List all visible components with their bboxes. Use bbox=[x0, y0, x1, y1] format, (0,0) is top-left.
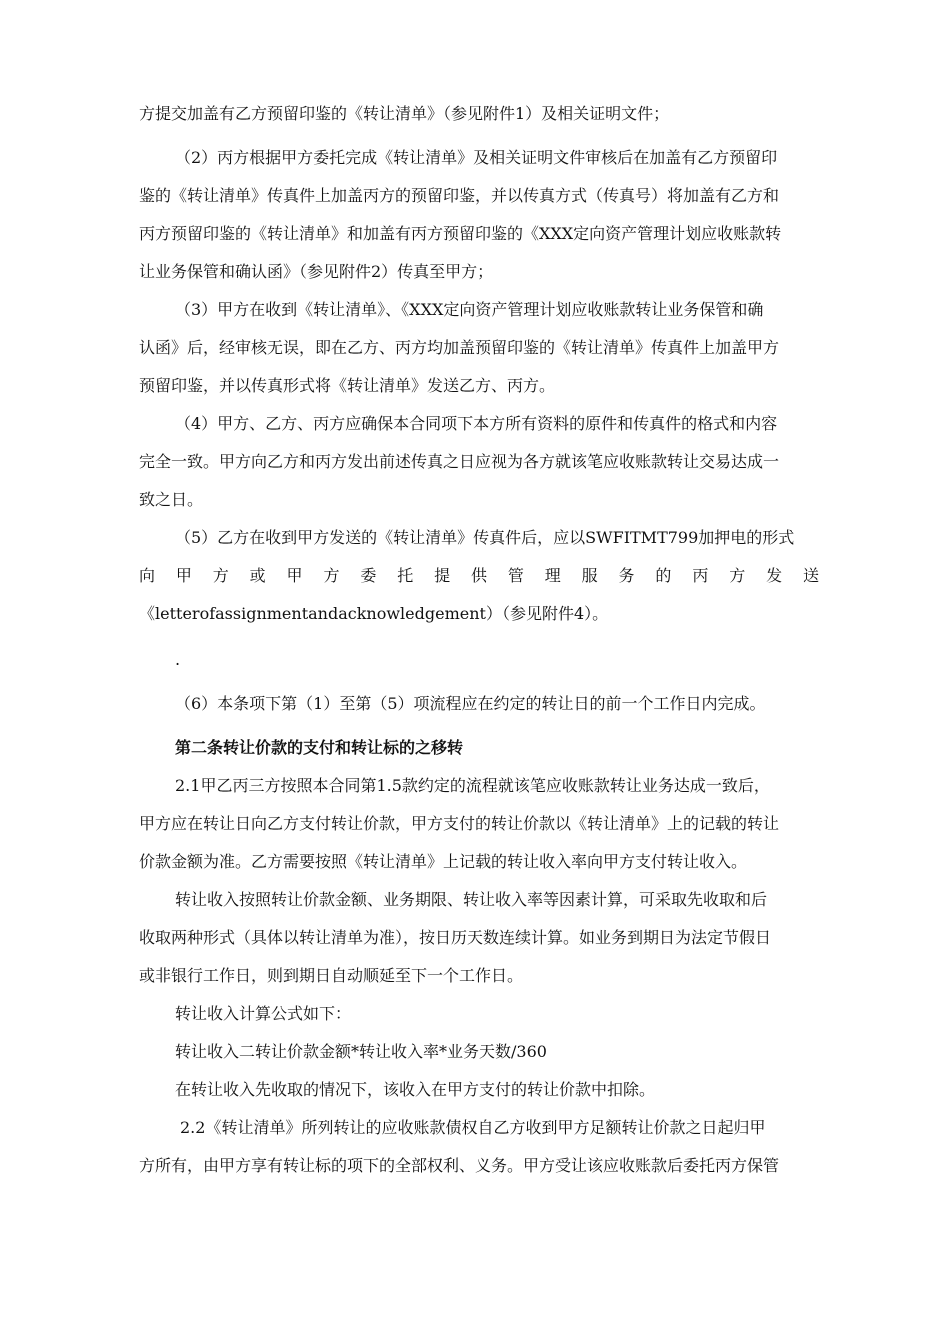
formula-line: 转让收入二转让价款金额*转让收入率*业务天数/360 bbox=[175, 1042, 547, 1061]
text-line: 或非银行工作日，则到期日自动顺延至下一个工作日。 bbox=[139, 966, 524, 985]
text-line: 认函》后，经审核无误，即在乙方、丙方均加盖预留印鉴的《转让清单》传真件上加盖甲方 bbox=[139, 338, 780, 357]
text-line: （4）甲方、乙方、丙方应确保本合同项下本方所有资料的原件和传真件的格式和内容 bbox=[175, 414, 778, 433]
text-line: . bbox=[175, 650, 181, 669]
text-line: 收取两种形式（具体以转让清单为准），按日历天数连续计算。如业务到期日为法定节假日 bbox=[139, 928, 772, 947]
text-line: 转让收入按照转让价款金额、业务期限、转让收入率等因素计算，可采取先收取和后 bbox=[175, 890, 768, 909]
text-line: （5）乙方在收到甲方发送的《转让清单》传真件后，应以SWFITMT799加押电的形式 bbox=[175, 528, 795, 547]
text-line: 甲方应在转让日向乙方支付转让价款，甲方支付的转让价款以《转让清单》上的记载的转让 bbox=[139, 814, 780, 833]
text-line: 2.1甲乙丙三方按照本合同第1.5款约定的流程就该笔应收账款转让业务达成一致后， bbox=[175, 776, 770, 795]
text-line: 完全一致。甲方向乙方和丙方发出前述传真之日应视为各方就该笔应收账款转让交易达成一 bbox=[139, 452, 780, 471]
text-line: 转让收入计算公式如下： bbox=[175, 1004, 352, 1023]
text-line: 价款金额为准。乙方需要按照《转让清单》上记载的转让收入率向甲方支付转让收入。 bbox=[139, 852, 748, 871]
text-line: 方提交加盖有乙方预留印鉴的《转让清单》（参见附件1）及相关证明文件； bbox=[139, 104, 670, 123]
text-line: 向甲方或甲方委托提供管理服务的丙方发送 bbox=[139, 566, 819, 585]
text-line: 让业务保管和确认函》（参见附件2）传真至甲方； bbox=[139, 262, 494, 281]
text-line: 鉴的《转让清单》传真件上加盖丙方的预留印鉴，并以传真方式（传真号）将加盖有乙方和 bbox=[139, 186, 780, 205]
text-line: 预留印鉴，并以传真形式将《转让清单》发送乙方、丙方。 bbox=[139, 376, 556, 395]
text-line: 丙方预留印鉴的《转让清单》和加盖有丙方预留印鉴的《XXX定向资产管理计划应收账款转 bbox=[139, 224, 782, 243]
text-line: 在转让收入先收取的情况下，该收入在甲方支付的转让价款中扣除。 bbox=[175, 1080, 656, 1099]
text-line: 致之日。 bbox=[139, 490, 204, 509]
section-heading: 第二条转让价款的支付和转让标的之移转 bbox=[175, 738, 464, 757]
text-line: 《letterofassignmentandacknowledgement）（参见附件4）。 bbox=[139, 604, 609, 623]
text-line: （3）甲方在收到《转让清单》、《XXX定向资产管理计划应收账款转让业务保管和确 bbox=[175, 300, 764, 319]
text-line: 方所有，由甲方享有转让标的项下的全部权利、义务。甲方受让该应收账款后委托丙方保管 bbox=[139, 1156, 780, 1175]
text-line: （2）丙方根据甲方委托完成《转让清单》及相关证明文件审核后在加盖有乙方预留印 bbox=[175, 148, 778, 167]
text-line: 2.2《转让清单》所列转让的应收账款债权自乙方收到甲方足额转让价款之日起归甲 bbox=[180, 1118, 766, 1137]
text-line: （6）本条项下第（1）至第（5）项流程应在约定的转让日的前一个工作日内完成。 bbox=[175, 694, 766, 713]
